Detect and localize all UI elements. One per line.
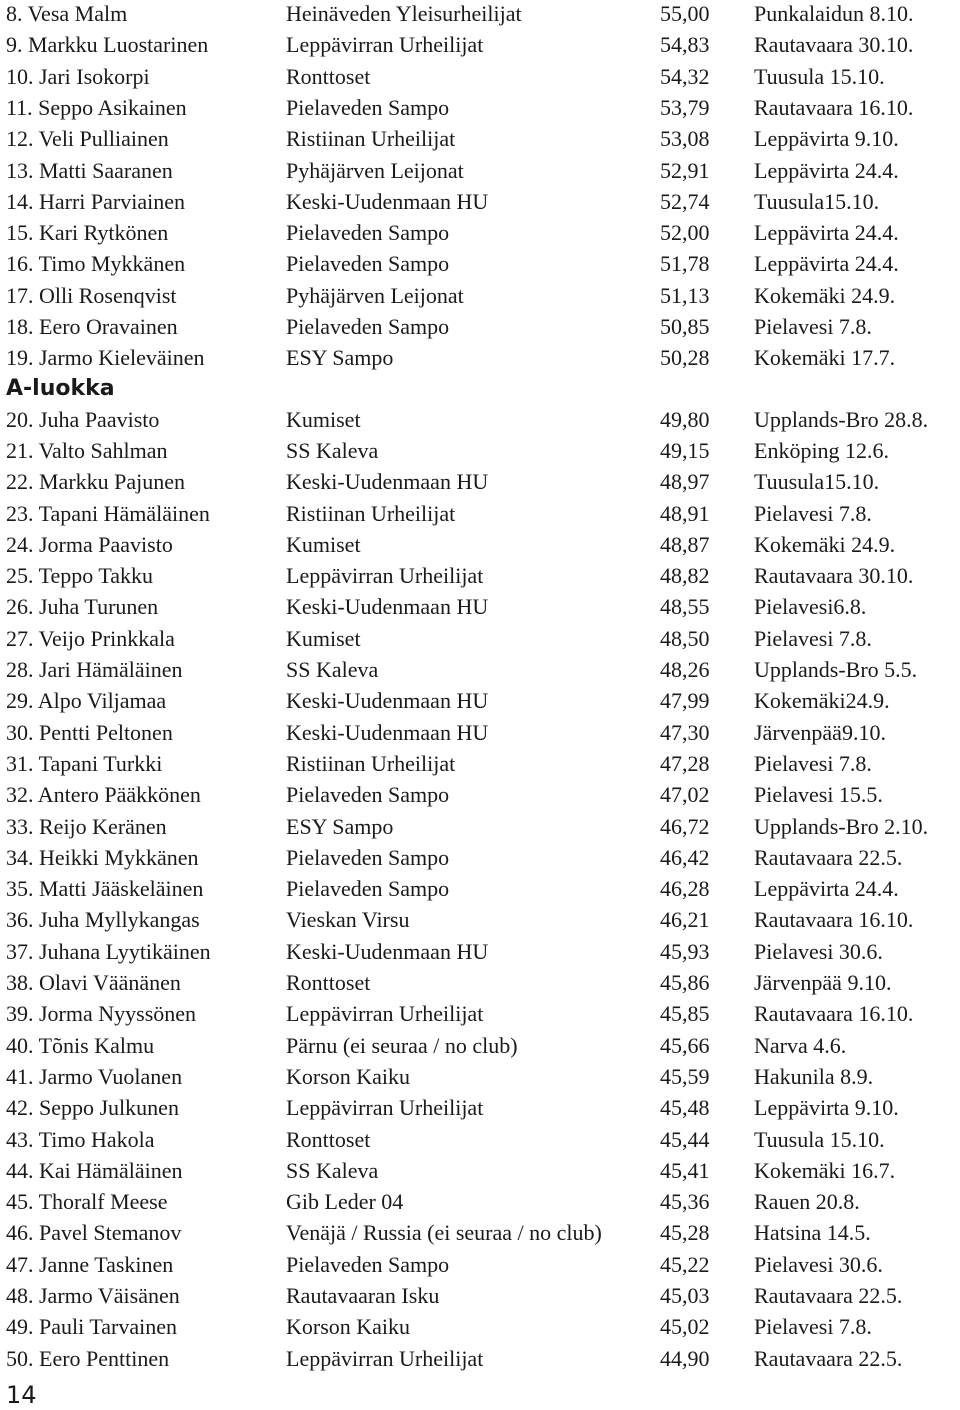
venue-date: Tuusula15.10. — [754, 469, 880, 495]
venue-date: Pielavesi 15.5. — [754, 782, 883, 808]
venue-date: Kokemäki 16.7. — [754, 1157, 896, 1183]
result-value: 47,28 — [660, 750, 710, 776]
table-row — [0, 342, 960, 373]
table-row — [0, 1343, 960, 1374]
venue-date: Rautavaara 16.10. — [754, 907, 914, 933]
club-name: Leppävirran Urheilijat — [286, 1095, 484, 1121]
result-value: 46,21 — [660, 907, 710, 933]
venue-date: Pielavesi 30.6. — [754, 1251, 883, 1277]
venue-date: Leppävirta 9.10. — [754, 126, 899, 152]
venue-date: Leppävirta 24.4. — [754, 220, 899, 246]
table-row — [0, 873, 960, 904]
athlete-name: 24. Jorma Paavisto — [6, 531, 173, 557]
table-row — [0, 591, 960, 622]
table-row — [0, 779, 960, 810]
table-row — [0, 123, 960, 154]
table-row — [0, 654, 960, 685]
venue-date: Leppävirta 24.4. — [754, 157, 899, 183]
club-name: Leppävirran Urheilijat — [286, 32, 484, 58]
venue-date: Tuusula 15.10. — [754, 63, 885, 89]
athlete-name: 27. Veijo Prinkkala — [6, 625, 175, 651]
athlete-name: 45. Thoralf Meese — [6, 1189, 168, 1215]
club-name: Kumiset — [286, 625, 361, 651]
result-value: 52,74 — [660, 188, 710, 214]
club-name: Pielaveden Sampo — [286, 844, 450, 870]
club-name: Pielaveden Sampo — [286, 220, 450, 246]
club-name: Ristiinan Urheilijat — [286, 750, 456, 776]
club-name: Venäjä / Russia (ei seuraa / no club) — [286, 1220, 602, 1246]
club-name: Vieskan Virsu — [286, 907, 410, 933]
table-row — [0, 186, 960, 217]
venue-date: Rautavaara 22.5. — [754, 844, 903, 870]
venue-date: Pielavesi 7.8. — [754, 1314, 872, 1340]
table-row — [0, 623, 960, 654]
athlete-name: 39. Jorma Nyyssönen — [6, 1001, 197, 1027]
athlete-name: 40. Tõnis Kalmu — [6, 1032, 155, 1058]
result-value: 45,59 — [660, 1063, 710, 1089]
result-value: 45,03 — [660, 1283, 710, 1308]
table-row — [0, 1217, 960, 1248]
result-value: 48,87 — [660, 531, 710, 557]
athlete-name: 44. Kai Hämäläinen — [6, 1157, 183, 1183]
club-name: Ronttoset — [286, 1126, 371, 1152]
athlete-name: 11. Seppo Asikainen — [6, 94, 187, 120]
athlete-name: 25. Teppo Takku — [6, 563, 154, 589]
venue-date: Pielavesi 30.6. — [754, 938, 883, 964]
club-name: Gib Leder 04 — [286, 1189, 404, 1215]
result-value: 47,02 — [660, 782, 710, 808]
table-row — [0, 466, 960, 497]
club-name: SS Kaleva — [286, 437, 379, 463]
athlete-name: 49. Pauli Tarvainen — [6, 1314, 177, 1340]
result-value: 45,93 — [660, 938, 710, 964]
result-value: 52,00 — [660, 220, 710, 246]
club-name: Keski-Uudenmaan HU — [286, 719, 489, 745]
result-value: 49,15 — [660, 437, 710, 463]
athlete-name: 10. Jari Isokorpi — [6, 63, 150, 89]
table-row — [0, 280, 960, 311]
result-value: 48,82 — [660, 563, 710, 589]
table-row — [0, 1311, 960, 1342]
club-name: Pärnu (ei seuraa / no club) — [286, 1032, 518, 1058]
venue-date: Kokemäki 24.9. — [754, 531, 896, 557]
table-row — [0, 1061, 960, 1092]
venue-date: Rautavaara 16.10. — [754, 94, 914, 120]
athlete-name: 33. Reijo Keränen — [6, 813, 167, 839]
table-row — [0, 0, 960, 29]
table-row — [0, 842, 960, 873]
venue-date: Rautavaara 22.5. — [754, 1283, 903, 1308]
result-value: 48,55 — [660, 594, 710, 620]
athlete-name: 48. Jarmo Väisänen — [6, 1283, 180, 1308]
venue-date: Leppävirta 24.4. — [754, 876, 899, 902]
athlete-name: 12. Veli Pulliainen — [6, 126, 169, 152]
athlete-name: 15. Kari Rytkönen — [6, 220, 169, 246]
club-name: Ronttoset — [286, 970, 371, 995]
table-row — [0, 61, 960, 92]
table-row — [0, 967, 960, 998]
club-name: Rautavaaran Isku — [286, 1283, 440, 1308]
athlete-name: 9. Markku Luostarinen — [6, 32, 209, 58]
result-value: 48,50 — [660, 625, 710, 651]
result-value: 46,72 — [660, 813, 710, 839]
club-name: Keski-Uudenmaan HU — [286, 688, 489, 714]
result-value: 45,44 — [660, 1126, 710, 1152]
athlete-name: 29. Alpo Viljamaa — [6, 688, 167, 714]
venue-date: Tuusula15.10. — [754, 188, 880, 214]
athlete-name: 14. Harri Parviainen — [6, 188, 185, 214]
result-value: 45,48 — [660, 1095, 710, 1121]
venue-date: Rautavaara 22.5. — [754, 1345, 903, 1371]
page-number: 14 — [6, 1381, 37, 1409]
table-row — [0, 685, 960, 716]
club-name: Leppävirran Urheilijat — [286, 1345, 484, 1371]
result-value: 55,00 — [660, 1, 710, 26]
club-name: SS Kaleva — [286, 1157, 379, 1183]
table-row — [0, 998, 960, 1029]
result-value: 53,08 — [660, 126, 710, 152]
athlete-name: 16. Timo Mykkänen — [6, 251, 186, 277]
club-name: Ristiinan Urheilijat — [286, 500, 456, 526]
result-value: 52,91 — [660, 157, 710, 183]
venue-date: Kokemäki 17.7. — [754, 345, 896, 371]
table-row — [0, 1124, 960, 1155]
club-name: Pielaveden Sampo — [286, 782, 450, 808]
table-row — [0, 1280, 960, 1311]
athlete-name: 38. Olavi Väänänen — [6, 970, 181, 995]
club-name: Kumiset — [286, 406, 361, 432]
venue-date: Rauen 20.8. — [754, 1189, 860, 1215]
athlete-name: 41. Jarmo Vuolanen — [6, 1063, 183, 1089]
club-name: Pyhäjärven Leijonat — [286, 157, 464, 183]
athlete-name: 26. Juha Turunen — [6, 594, 159, 620]
club-name: Ronttoset — [286, 63, 371, 89]
club-name: Pielaveden Sampo — [286, 1251, 450, 1277]
venue-date: Tuusula 15.10. — [754, 1126, 885, 1152]
table-row — [0, 435, 960, 466]
table-row — [0, 1030, 960, 1061]
result-value: 45,22 — [660, 1251, 710, 1277]
club-name: Keski-Uudenmaan HU — [286, 938, 489, 964]
venue-date: Hakunila 8.9. — [754, 1063, 874, 1089]
venue-date: Järvenpää 9.10. — [754, 970, 892, 995]
athlete-name: 47. Janne Taskinen — [6, 1251, 174, 1277]
athlete-name: 36. Juha Myllykangas — [6, 907, 200, 933]
athlete-name: 31. Tapani Turkki — [6, 750, 163, 776]
club-name: Pyhäjärven Leijonat — [286, 282, 464, 308]
club-name: Pielaveden Sampo — [286, 876, 450, 902]
venue-date: Rautavaara 30.10. — [754, 32, 914, 58]
table-row — [0, 748, 960, 779]
result-value: 48,26 — [660, 657, 710, 682]
table-row — [0, 155, 960, 186]
result-value: 50,28 — [660, 345, 710, 371]
table-row — [0, 29, 960, 60]
club-name: Korson Kaiku — [286, 1314, 411, 1340]
club-name: Korson Kaiku — [286, 1063, 411, 1089]
club-name: Pielaveden Sampo — [286, 94, 450, 120]
athlete-name: 28. Jari Hämäläinen — [6, 657, 183, 682]
athlete-name: 13. Matti Saaranen — [6, 157, 173, 183]
venue-date: Upplands-Bro 5.5. — [754, 657, 918, 682]
athlete-name: 30. Pentti Peltonen — [6, 719, 173, 745]
venue-date: Enköping 12.6. — [754, 437, 890, 463]
table-row — [0, 248, 960, 279]
athlete-name: 17. Olli Rosenqvist — [6, 282, 177, 308]
table-row — [0, 717, 960, 748]
result-value: 45,02 — [660, 1314, 710, 1340]
venue-date: Pielavesi 7.8. — [754, 314, 872, 339]
athlete-name: 35. Matti Jääskeläinen — [6, 876, 204, 902]
club-name: ESY Sampo — [286, 813, 394, 839]
result-value: 45,85 — [660, 1001, 710, 1027]
club-name: Ristiinan Urheilijat — [286, 126, 456, 152]
result-value: 47,30 — [660, 719, 710, 745]
venue-date: Upplands-Bro 28.8. — [754, 406, 929, 432]
table-row — [0, 1186, 960, 1217]
result-value: 49,80 — [660, 406, 710, 432]
athlete-name: 42. Seppo Julkunen — [6, 1095, 179, 1121]
venue-date: Rautavaara 30.10. — [754, 563, 914, 589]
venue-date: Kokemäki24.9. — [754, 688, 890, 714]
table-row — [0, 904, 960, 935]
result-value: 44,90 — [660, 1345, 710, 1371]
table-row — [0, 1249, 960, 1280]
result-value: 45,28 — [660, 1220, 710, 1246]
venue-date: Leppävirta 9.10. — [754, 1095, 899, 1121]
venue-date: Punkalaidun 8.10. — [754, 1, 914, 26]
table-row — [0, 498, 960, 529]
club-name: Pielaveden Sampo — [286, 251, 450, 277]
table-row — [0, 311, 960, 342]
athlete-name: 20. Juha Paavisto — [6, 406, 160, 432]
club-name: Heinäveden Yleisurheilijat — [286, 1, 522, 26]
club-name: ESY Sampo — [286, 345, 394, 371]
result-value: 45,66 — [660, 1032, 710, 1058]
venue-date: Pielavesi 7.8. — [754, 625, 872, 651]
venue-date: Kokemäki 24.9. — [754, 282, 896, 308]
club-name: Keski-Uudenmaan HU — [286, 469, 489, 495]
result-value: 46,28 — [660, 876, 710, 902]
table-row — [0, 1155, 960, 1186]
table-row — [0, 1092, 960, 1123]
venue-date: Pielavesi 7.8. — [754, 750, 872, 776]
result-value: 46,42 — [660, 844, 710, 870]
table-row — [0, 404, 960, 435]
table-row — [0, 560, 960, 591]
table-row — [0, 811, 960, 842]
club-name: Pielaveden Sampo — [286, 314, 450, 339]
result-value: 45,41 — [660, 1157, 710, 1183]
venue-date: Pielavesi 7.8. — [754, 500, 872, 526]
result-value: 54,32 — [660, 63, 710, 89]
athlete-name: 21. Valto Sahlman — [6, 437, 168, 463]
club-name: SS Kaleva — [286, 657, 379, 682]
result-value: 47,99 — [660, 688, 710, 714]
club-name: Keski-Uudenmaan HU — [286, 594, 489, 620]
result-value: 54,83 — [660, 32, 710, 58]
table-row — [0, 217, 960, 248]
venue-date: Narva 4.6. — [754, 1032, 847, 1058]
athlete-name: 22. Markku Pajunen — [6, 469, 186, 495]
athlete-name: 18. Eero Oravainen — [6, 314, 178, 339]
result-value: 53,79 — [660, 94, 710, 120]
result-value: 48,91 — [660, 500, 710, 526]
result-value: 51,78 — [660, 251, 710, 277]
table-row — [0, 92, 960, 123]
table-row — [0, 529, 960, 560]
section-heading: A-luokka — [6, 375, 115, 401]
venue-date: Upplands-Bro 2.10. — [754, 813, 929, 839]
athlete-name: 43. Timo Hakola — [6, 1126, 155, 1152]
club-name: Keski-Uudenmaan HU — [286, 188, 489, 214]
result-value: 45,86 — [660, 970, 710, 995]
club-name: Kumiset — [286, 531, 361, 557]
athlete-name: 50. Eero Penttinen — [6, 1345, 170, 1371]
athlete-name: 19. Jarmo Kieleväinen — [6, 345, 205, 371]
venue-date: Leppävirta 24.4. — [754, 251, 899, 277]
result-value: 48,97 — [660, 469, 710, 495]
result-value: 50,85 — [660, 314, 710, 339]
athlete-name: 32. Antero Pääkkönen — [6, 782, 201, 808]
athlete-name: 23. Tapani Hämäläinen — [6, 500, 210, 526]
athlete-name: 46. Pavel Stemanov — [6, 1220, 182, 1246]
venue-date: Järvenpää9.10. — [754, 719, 886, 745]
table-row — [0, 936, 960, 967]
venue-date: Hatsina 14.5. — [754, 1220, 871, 1246]
athlete-name: 8. Vesa Malm — [6, 1, 128, 26]
result-value: 51,13 — [660, 282, 710, 308]
result-value: 45,36 — [660, 1189, 710, 1215]
venue-date: Pielavesi6.8. — [754, 594, 867, 620]
club-name: Leppävirran Urheilijat — [286, 1001, 484, 1027]
venue-date: Rautavaara 16.10. — [754, 1001, 914, 1027]
club-name: Leppävirran Urheilijat — [286, 563, 484, 589]
athlete-name: 37. Juhana Lyytikäinen — [6, 938, 211, 964]
athlete-name: 34. Heikki Mykkänen — [6, 844, 199, 870]
